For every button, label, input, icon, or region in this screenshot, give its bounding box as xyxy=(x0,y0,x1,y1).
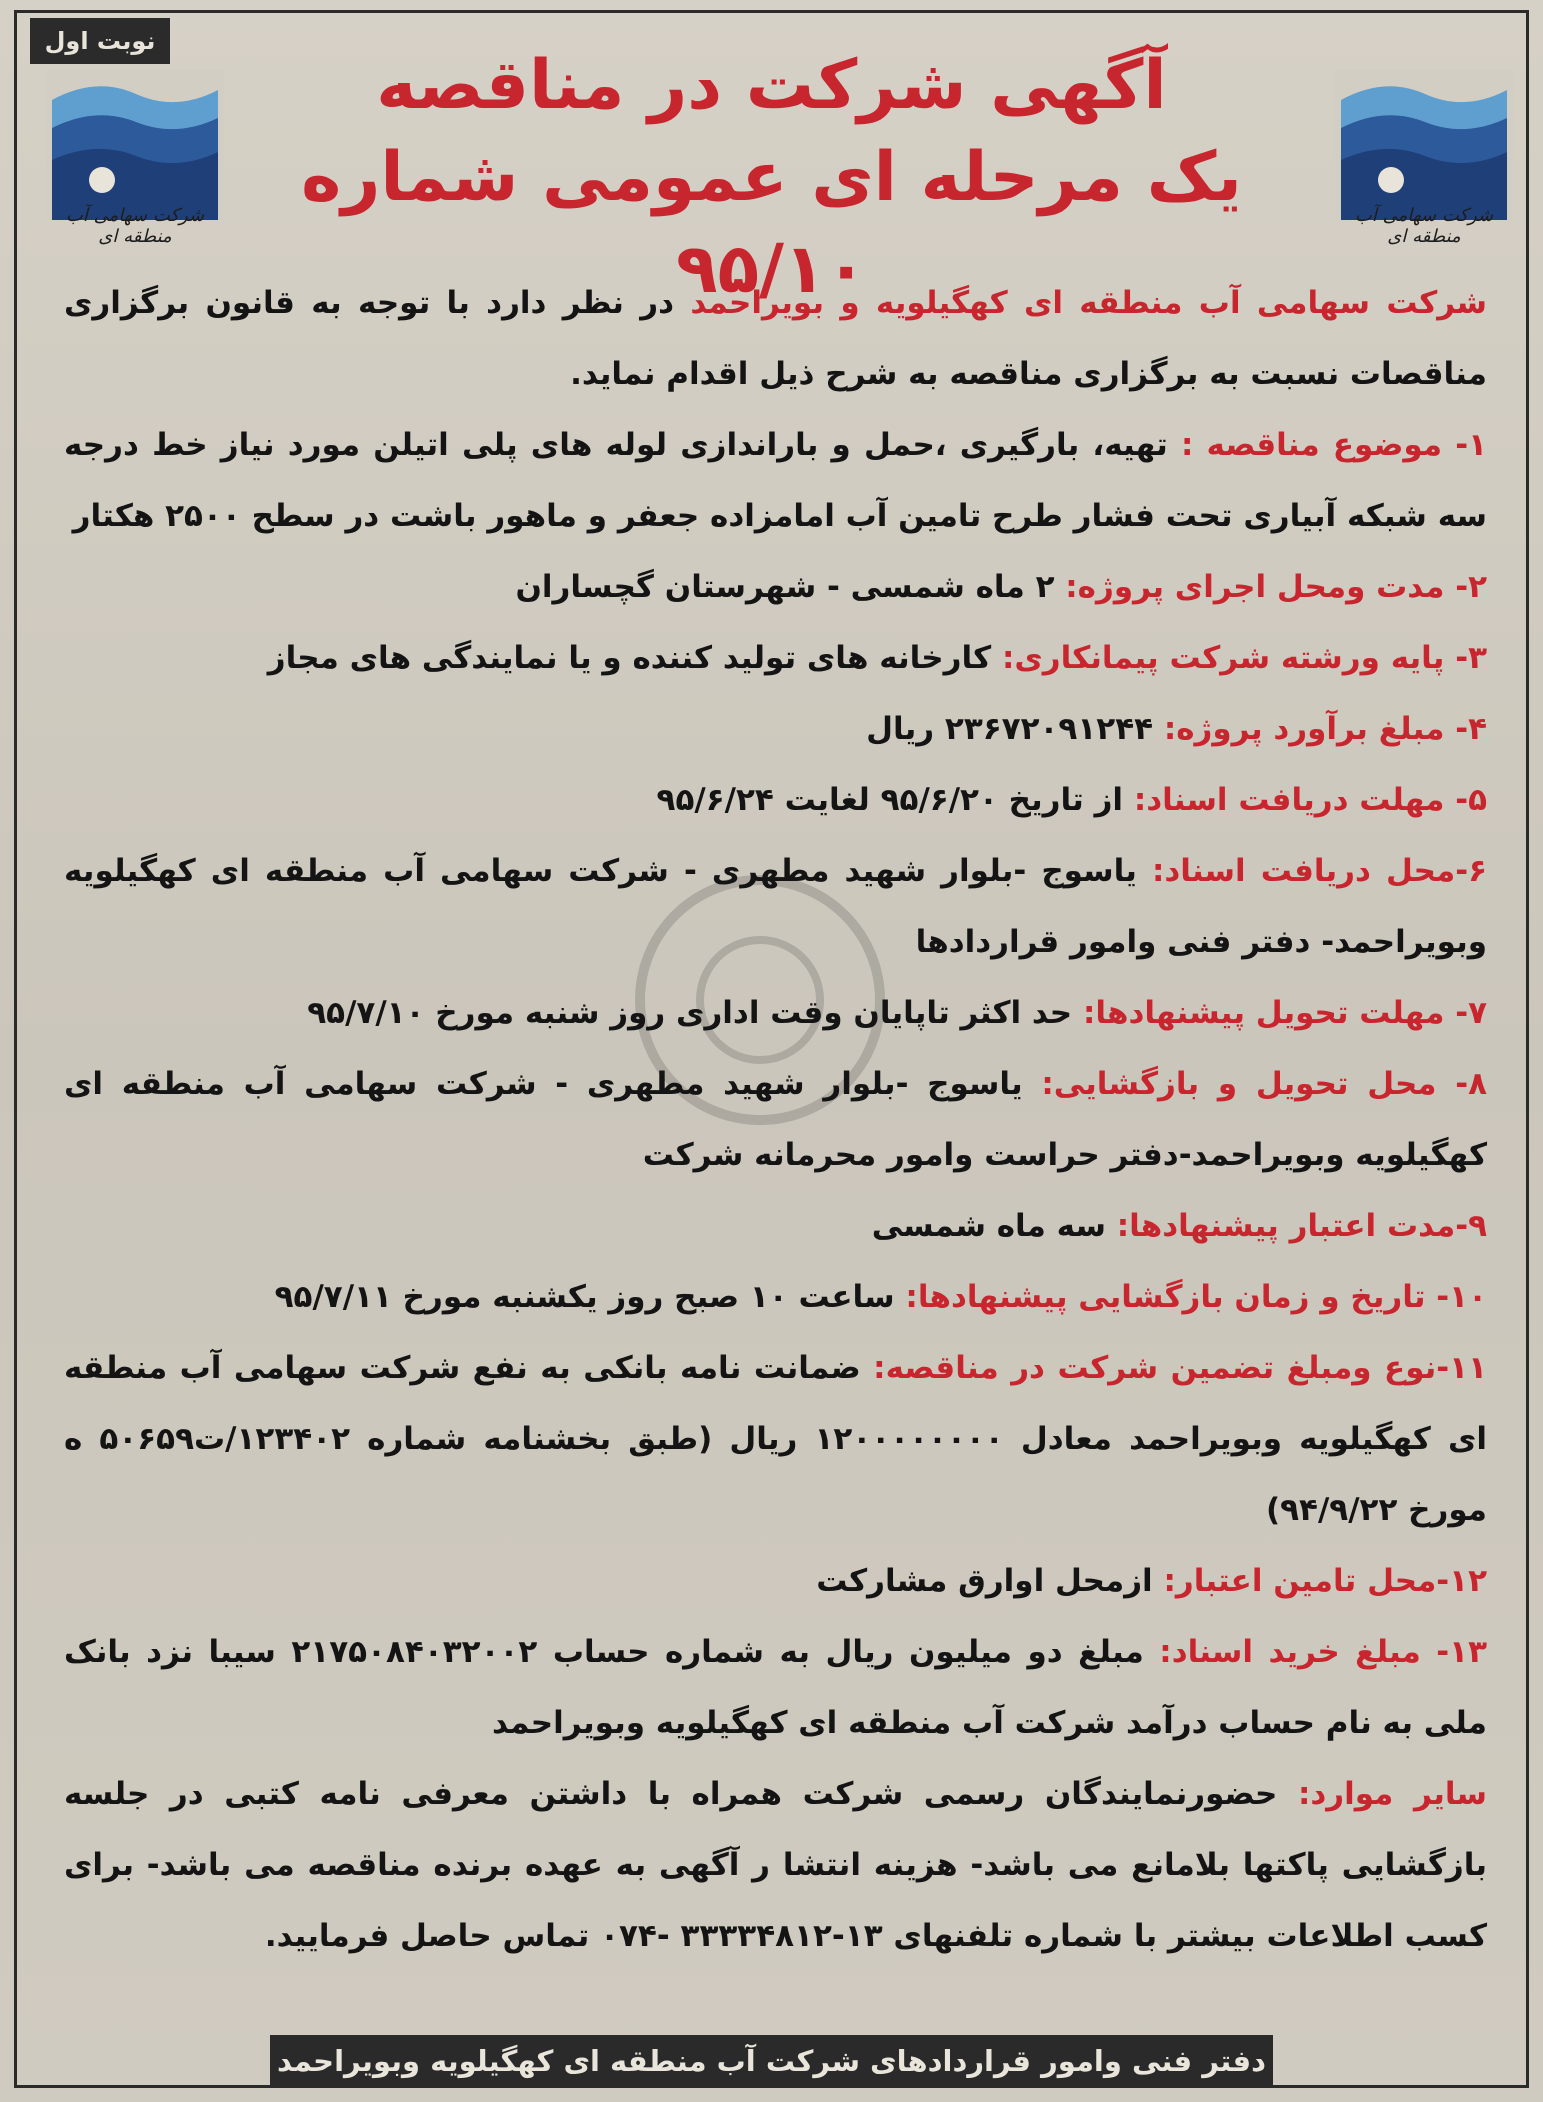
item-text: ۲۳۶۷۲۰۹۱۲۴۴ ریال xyxy=(866,711,1164,747)
item-13 xyxy=(64,1617,1487,1759)
item-label: ۲- مدت ومحل اجرای پروژه: xyxy=(1065,569,1487,605)
title-line-1: آگهی شرکت در مناقصه xyxy=(376,46,1167,125)
item-7 xyxy=(64,978,1487,1049)
item-11 xyxy=(64,1333,1487,1546)
item-9 xyxy=(64,1191,1487,1262)
item-label: ۶-محل دریافت اسناد: xyxy=(1151,853,1487,889)
item-label: ۱۰- تاریخ و زمان بازگشایی پیشنهادها: xyxy=(905,1279,1487,1315)
item-8 xyxy=(64,1049,1487,1191)
item-text: تهیه، بارگیری ،حمل و باراندازی لوله های پلی اتیلن مورد نیاز خط درجه سه شبکه آبیاری تحت فشار طرح تامین آب امامزاده جعفر و ماهور باشت در سطح ۲۵۰۰ هکتار xyxy=(64,427,1487,534)
item-text: حضورنمایندگان رسمی شرکت همراه با داشتن معرفی نامه کتبی در جلسه بازگشایی پاکتها بلامانع می باشد- هزینه انتشا ر آگهی به عهده برنده مناقصه می باشد- برای کسب اطلاعات بیشتر با شماره تلفنهای ۱۳-۳۳۳۳۴۸۱۲ -۰۷۴ تماس حاصل فرمایید. xyxy=(64,1776,1487,1954)
item-text: ضمانت نامه بانکی به نفع شرکت سهامی آب منطقه ای کهگیلویه وبویراحمد معادل ۱۲۰۰۰۰۰۰۰۰ ریال (طبق بخشنامه شماره ۱۲۳۴۰۲/ت۵۰۶۵۹ ه مورخ ۹۴/۹/۲۲) xyxy=(64,1350,1487,1528)
item-label: ۷- مهلت تحویل پیشنهادها: xyxy=(1082,995,1487,1031)
intro-org: شرکت سهامی آب منطقه ای کهگیلویه و بویراحمد xyxy=(690,285,1487,321)
item-label: ۱۱-نوع ومبلغ تضمین شرکت در مناقصه: xyxy=(873,1350,1487,1386)
item-label: ۵- مهلت دریافت اسناد: xyxy=(1133,782,1487,818)
item-text: حد اکثر تاپایان وقت اداری روز شنبه مورخ ۹۵/۷/۱۰ xyxy=(307,995,1083,1031)
item-label: ۱- موضوع مناقصه : xyxy=(1180,427,1487,463)
item-label: ۸- محل تحویل و بازگشایی: xyxy=(1041,1066,1487,1102)
item-2 xyxy=(64,552,1487,623)
intro-paragraph xyxy=(64,268,1487,410)
item-10 xyxy=(64,1262,1487,1333)
item-5 xyxy=(64,765,1487,836)
item-text: کارخانه های تولید کننده و یا نمایندگی های مجاز xyxy=(267,640,1002,676)
item-other xyxy=(64,1759,1487,1972)
logo-caption-left: شرکت سهامی آب منطقه ای xyxy=(65,205,205,247)
item-label: ۹-مدت اعتبار پیشنهادها: xyxy=(1116,1208,1487,1244)
item-text: از تاریخ ۹۵/۶/۲۰ لغایت ۹۵/۶/۲۴ xyxy=(656,782,1134,818)
item-label: ۱۳- مبلغ خرید اسناد: xyxy=(1159,1634,1488,1670)
item-1 xyxy=(64,410,1487,552)
item-3 xyxy=(64,623,1487,694)
intro-text: در نظر دارد با توجه به قانون برگزاری مناقصات نسبت به برگزاری مناقصه به شرح ذیل اقدام نماید. xyxy=(64,285,1487,392)
item-6 xyxy=(64,836,1487,978)
item-text: مبلغ دو میلیون ریال به شماره حساب ۲۱۷۵۰۸۴۰۳۲۰۰۲ سیبا نزد بانک ملی به نام حساب درآمد شرکت آب منطقه ای کهگیلویه وبویراحمد xyxy=(64,1634,1487,1741)
notice-badge: نوبت اول xyxy=(30,18,170,64)
item-text: یاسوج -بلوار شهید مطهری - شرکت سهامی آب منطقه ای کهگیلویه وبویراحمد- دفتر فنی وامور قراردادها xyxy=(64,853,1487,960)
company-logo-right xyxy=(1335,70,1513,220)
company-logo-left xyxy=(46,70,224,220)
item-text: سه ماه شمسی xyxy=(871,1208,1117,1244)
item-4 xyxy=(64,694,1487,765)
ad-body xyxy=(64,268,1487,1972)
item-text: ازمحل اوارق مشارکت xyxy=(816,1563,1164,1599)
title-line-2: یک مرحله ای عمومی شماره ۹۵/۱۰ xyxy=(301,138,1242,309)
logo-caption-right: شرکت سهامی آب منطقه ای xyxy=(1354,205,1494,247)
item-text: ۲ ماه شمسی - شهرستان گچساران xyxy=(515,569,1066,605)
water-logo-icon xyxy=(46,70,224,220)
item-text: ساعت ۱۰ صبح روز یکشنبه مورخ ۹۵/۷/۱۱ xyxy=(274,1279,906,1315)
item-label: ۱۲-محل تامین اعتبار: xyxy=(1163,1563,1487,1599)
item-text: یاسوج -بلوار شهید مطهری - شرکت سهامی آب منطقه ای کهگیلویه وبویراحمد-دفتر حراست وامور محرمانه شرکت xyxy=(64,1066,1487,1173)
item-label: ۳- پایه ورشته شرکت پیمانکاری: xyxy=(1001,640,1487,676)
footer-bar: دفتر فنی وامور قراردادهای شرکت آب منطقه ای کهگیلویه وبویراحمد xyxy=(270,2035,1273,2087)
item-label: ۴- مبلغ برآورد پروژه: xyxy=(1163,711,1487,747)
water-logo-icon xyxy=(1335,70,1513,220)
item-12 xyxy=(64,1546,1487,1617)
item-label: سایر موارد: xyxy=(1297,1776,1487,1812)
